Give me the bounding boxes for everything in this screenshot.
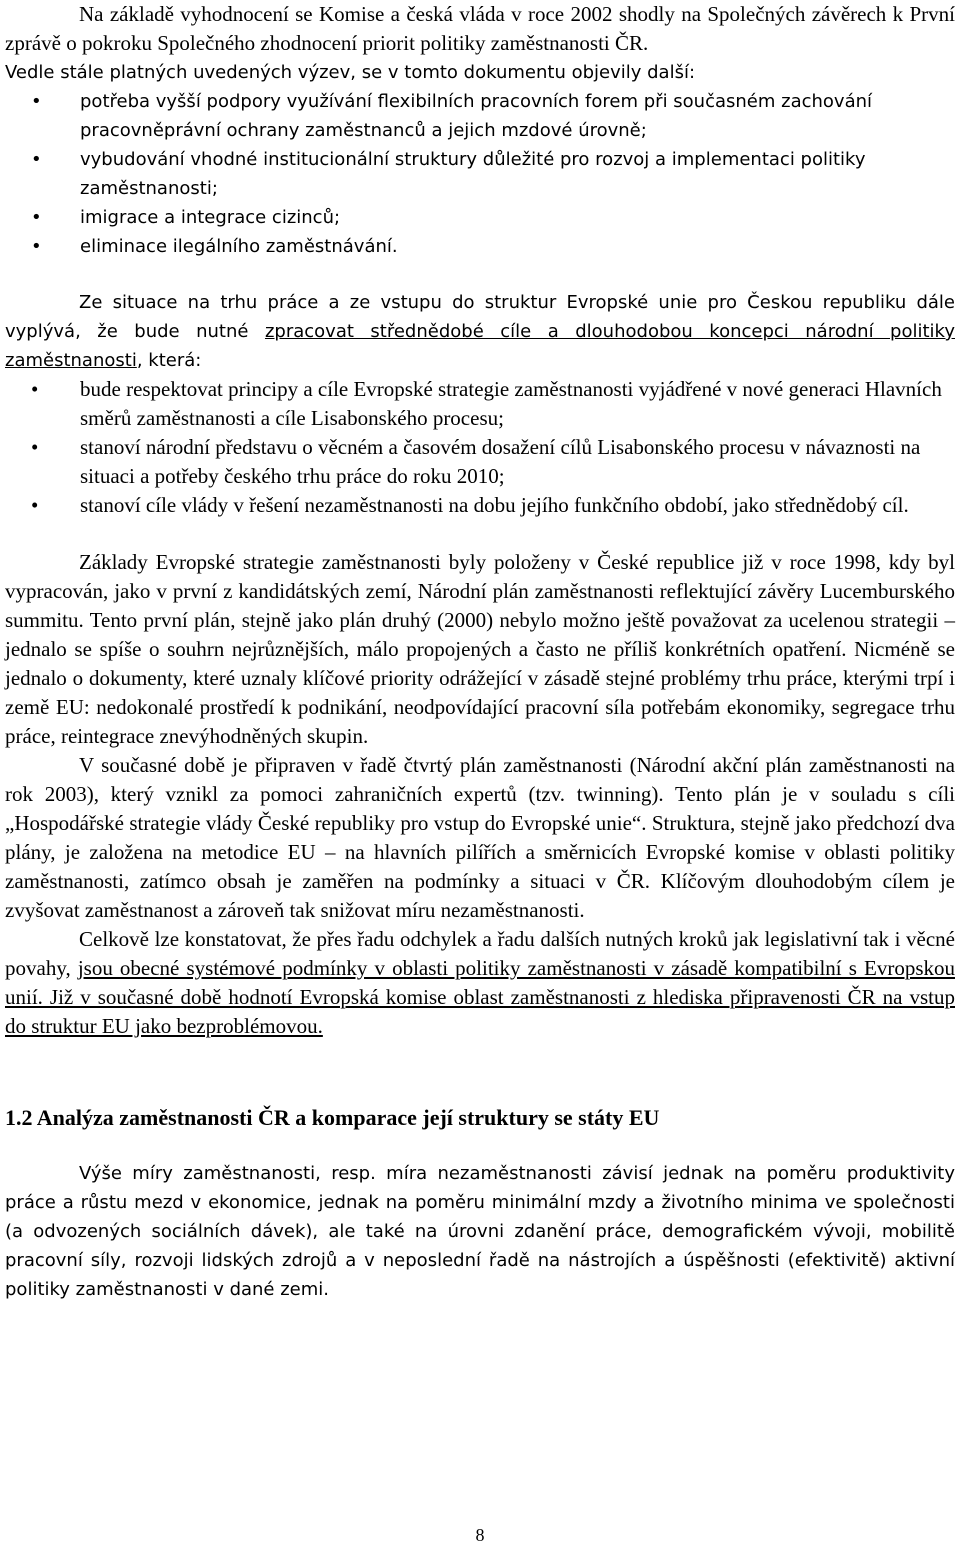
text-span: Ze situace na trhu práce a ze vstupu do struktur Evropské unie pro Českou republiku dále vyplývá, že bude nutné: [5, 292, 955, 342]
list-item: [5, 491, 955, 520]
bullet-icon: •: [31, 91, 42, 112]
list-item-text: imigrace a integrace cizinců;: [80, 207, 341, 228]
paragraph-commission-conclusions: Na základě vyhodnocení se Komise a česká vláda v roce 2002 shodly na Společných závěrech k První zprávě o pokroku Společného zhodnocení priorit politiky zaměstnanosti ČR.: [5, 2, 955, 55]
bullet-icon: •: [31, 377, 39, 401]
list-item: [5, 145, 955, 203]
bullet-icon: •: [31, 149, 42, 170]
list-item: [5, 433, 955, 491]
underlined-text: jsou obecné systémové podmínky v oblasti politiky zaměstnanosti v zásadě kompatibilní s Evropskou unií. Již v současné době hodnotí Evropská komise oblast zaměstnanosti z hlediska připravenosti ČR na vstup do struktur EU jako bezproblémovou.: [5, 956, 955, 1038]
list-item-text: potřeba vyšší podpory využívání flexibilních pracovních forem při současném zachování pracovněprávní ochrany zaměstnanců a jejich mzdové úrovně;: [80, 91, 873, 141]
paragraph-conclusion: [5, 925, 955, 1041]
challenges-list: [5, 87, 955, 261]
list-item-text: vybudování vhodné institucionální struktury důležité pro rozvoj a implementaci politiky zaměstnanosti;: [80, 149, 866, 199]
list-item-text: stanoví cíle vlády v řešení nezaměstnanosti na dobu jejího funkčního období, jako střednědobý cíl.: [80, 493, 909, 517]
text-span: Celkově lze konstatovat, že přes řadu odchylek a řadu dalších nutných kroků jak legislativní tak i věcné povahy,: [5, 927, 955, 980]
bullet-icon: •: [31, 207, 42, 228]
list-item-text: bude respektovat principy a cíle Evropské strategie zaměstnanosti vyjádřené v nové generaci Hlavních směrů zaměstnanosti a cíle Lisabonského procesu;: [80, 377, 942, 430]
underlined-text: zpracovat střednědobé cíle a dlouhodobou koncepci národní politiky zaměstnanosti: [5, 321, 955, 371]
bullet-icon: •: [31, 236, 42, 257]
paragraph-new-challenges-intro: Vedle stále platných uvedených výzev, se v tomto dokumentu objevily další:: [5, 62, 696, 83]
paragraph-fourth-plan: V současné době je připraven v řadě čtvrtý plán zaměstnanosti (Národní akční plán zaměstnanosti na rok 2003), který vznikl za pomoci zahraničních expertů (tzv. twinning). Tento plán je v souladu s cíli „Hospodářské strategie vlády České republiky pro vstup do Evropské unie“. Struktura, stejně jako předchozí dva plány, je založena na metodice EU – na hlavních pilířích a směrnicích Evropské komise v oblasti politiky zaměstnanosti, zatímco obsah je zaměřen na podmínky a situaci v ČR. Klíčovým dlouhodobým cílem je zvyšovat zaměstnanost a zároveň tak snižovat míru nezaměstnanosti.: [5, 753, 955, 922]
section-heading: 1.2 Analýza zaměstnanosti ČR a komparace její struktury se státy EU: [5, 1105, 660, 1130]
document-page: [5, 0, 955, 1304]
list-item-text: stanoví národní představu o věcném a časovém dosažení cílů Lisabonského procesu v návaznosti na situaci a potřeby českého trhu práce do roku 2010;: [80, 435, 921, 488]
bullet-icon: •: [31, 435, 39, 459]
list-item-text: eliminace ilegálního zaměstnávání.: [80, 236, 398, 257]
page-number: 8: [475, 1525, 485, 1545]
text-span: , která:: [136, 350, 202, 371]
paragraph-strategy-foundations: Základy Evropské strategie zaměstnanosti byly položeny v České republice již v roce 1998, kdy byl vypracován, jako v první z kandidátských zemí, Národní plán zaměstnanosti reflektující závěry Lucemburského summitu. Tento první plán, stejně jako plán druhý (2000) nebylo možno ještě považovat za ucelenou strategii – jednalo se spíše o souhrn nejrůznějších, málo propojených a často ne příliš konkrétních opatření. Nicméně se jednalo o dokumenty, které uznaly klíčové priority odrážející v zásadě stejné problémy trhu práce, kterými trpí i země EU: nedokonalé prostředí k podnikání, neodpovídající pracovní síla potřebám ekonomiky, segregace trhu práce, reintegrace znevýhodněných skupin.: [5, 550, 955, 748]
paragraph-employment-analysis: Výše míry zaměstnanosti, resp. míra nezaměstnanosti závisí jednak na poměru produktivity práce a růstu mezd v ekonomice, jednak na poměru minimální mzdy a životního minima ve společnosti (a odvozených sociálních dávek), ale také na úrovni zdanění práce, demografickém vývoji, mobilitě pracovní síly, rozvoji lidských zdrojů a v neposlední řadě na nástrojích a úspěšnosti (efektivitě) aktivní politiky zaměstnanosti v dané zemi.: [5, 1163, 955, 1300]
bullet-icon: •: [31, 493, 39, 517]
list-item: [5, 87, 955, 145]
list-item: [5, 203, 955, 232]
paragraph-eu-entry-situation: [5, 288, 955, 375]
policy-goals-list: [5, 375, 955, 520]
list-item: [5, 375, 955, 433]
list-item: [5, 232, 955, 261]
